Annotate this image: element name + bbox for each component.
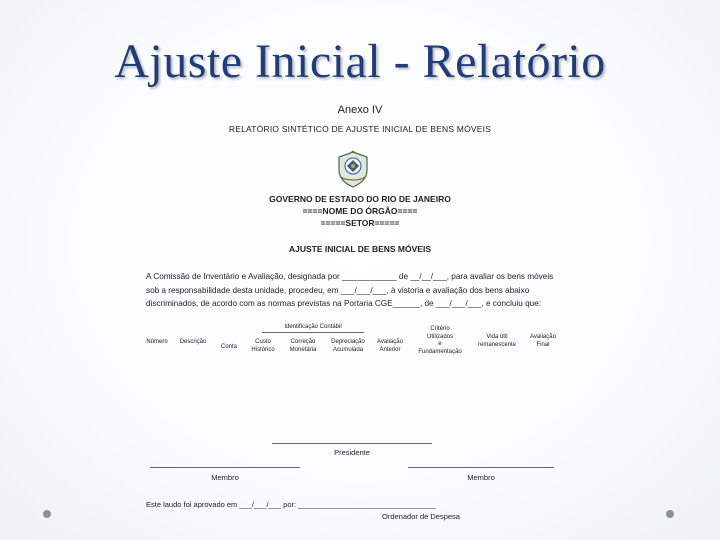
organ-heading: ====NOME DO ÓRGÃO==== bbox=[302, 206, 418, 216]
report-title: RELATÓRIO SINTÉTICO DE AJUSTE INICIAL DE BENS MÓVEIS bbox=[228, 124, 492, 134]
group-header-rule bbox=[262, 332, 364, 333]
government-heading: GOVERNO DE ESTADO DO RIO DE JANEIRO bbox=[269, 194, 451, 204]
table-header-avaliacao-anterior: Avaliação Anterior bbox=[377, 339, 403, 353]
approval-line: Este laudo foi aprovado em ___/___/___ por: _________________________________ bbox=[146, 500, 436, 509]
member-right-signature-line bbox=[408, 467, 554, 468]
ordenador-caption: Ordenador de Despesa bbox=[382, 512, 460, 521]
table-header-vida-util: Vida útil remanescente bbox=[477, 334, 517, 348]
annex-label: Anexo IV bbox=[337, 104, 383, 116]
table-header-descricao: Descrição bbox=[179, 339, 207, 345]
table-group-header: Identificação Contábil bbox=[284, 324, 342, 330]
president-signature-line bbox=[272, 443, 432, 444]
nav-dot-left-icon bbox=[43, 510, 51, 518]
president-caption: Presidente bbox=[334, 448, 370, 457]
paragraph-line: sob a responsabilidade desta unidade, procedeu, em ___/___/___, à vistoria e avaliação dos bens abaixo bbox=[146, 286, 530, 295]
paragraph-line: A Comissão de Inventário e Avaliação, designada por ____________ de __/__/___, para avaliar os bens móveis bbox=[146, 272, 554, 281]
table-header-criterio: Critério Utilizados e Fundamentação bbox=[418, 326, 462, 355]
table-header-numero: Número bbox=[146, 339, 168, 345]
table-header-depreciacao: Depreciação Acumulada bbox=[331, 339, 365, 353]
member-left-signature-line bbox=[150, 467, 300, 468]
table-header-avaliacao-final: Avaliação Final bbox=[530, 334, 556, 348]
slide-title: Ajuste Inicial - Relatório bbox=[114, 35, 606, 88]
section-title: AJUSTE INICIAL DE BENS MÓVEIS bbox=[288, 244, 431, 254]
member-left-caption: Membro bbox=[211, 473, 239, 482]
member-right-caption: Membro bbox=[467, 473, 495, 482]
paragraph-line: discriminados, de acordo com as normas previstas na Portaria CGE______, de ___/___/___, e concluiu que: bbox=[146, 299, 542, 308]
table-header-correcao: Correção Monetária bbox=[289, 339, 317, 353]
state-seal-icon bbox=[336, 150, 370, 188]
nav-dot-right-icon bbox=[666, 510, 674, 518]
table-header-custo: Custo Histórico bbox=[251, 339, 275, 353]
sector-heading: =====SETOR===== bbox=[320, 218, 400, 228]
table-header-conta: Conta bbox=[220, 344, 237, 350]
